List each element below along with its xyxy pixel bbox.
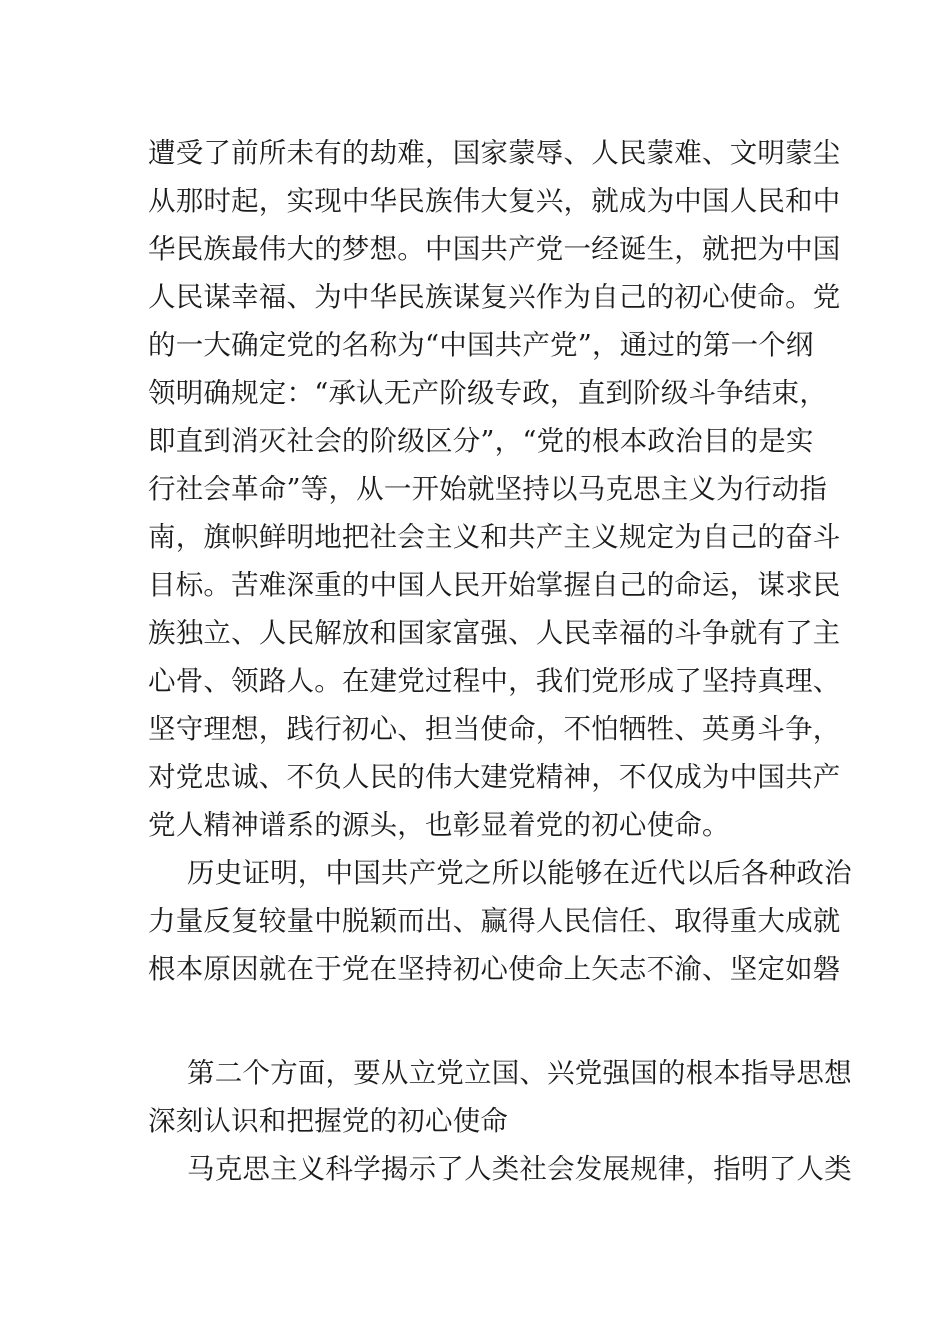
text-line: 南，旗帜鲜明地把社会主义和共产主义规定为自己的奋斗 xyxy=(148,521,841,553)
paragraph-first-line: 历史证明，中国共产党之所以能够在近代以后各种政治 xyxy=(187,857,852,889)
text-line: 即直到消灭社会的阶级区分”，“党的根本政治目的是实 xyxy=(148,425,814,457)
text-line: 华民族最伟大的梦想。中国共产党一经诞生，就把为中国 xyxy=(148,233,841,265)
text-line: 的一大确定党的名称为“中国共产党”，通过的第一个纲 xyxy=(148,329,814,361)
text-line: 族独立、人民解放和国家富强、人民幸福的斗争就有了主 xyxy=(148,617,841,649)
text-line: 坚守理想，践行初心、担当使命，不怕牺牲、英勇斗争， xyxy=(148,713,841,745)
section-heading-line: 深刻认识和把握党的初心使命 xyxy=(148,1105,509,1137)
text-line: 人民谋幸福、为中华民族谋复兴作为自己的初心使命。党 xyxy=(148,281,841,313)
text-line: 对党忠诚、不负人民的伟大建党精神，不仅成为中国共产 xyxy=(148,761,841,793)
text-line: 目标。苦难深重的中国人民开始掌握自己的命运，谋求民 xyxy=(148,569,841,601)
text-line: 遭受了前所未有的劫难，国家蒙辱、人民蒙难、文明蒙尘 xyxy=(148,137,841,169)
text-line: 领明确规定：“承认无产阶级专政，直到阶级斗争结束， xyxy=(148,377,828,409)
paragraph-first-line: 马克思主义科学揭示了人类社会发展规律，指明了人类 xyxy=(187,1153,852,1185)
text-line: 根本原因就在于党在坚持初心使命上矢志不渝、坚定如磐 xyxy=(148,953,841,985)
text-line: 党人精神谱系的源头，也彰显着党的初心使命。 xyxy=(148,809,730,841)
text-line: 从那时起，实现中华民族伟大复兴，就成为中国人民和中 xyxy=(148,185,841,217)
section-heading-line: 第二个方面，要从立党立国、兴党强国的根本指导思想 xyxy=(187,1057,852,1089)
text-line: 力量反复较量中脱颖而出、赢得人民信任、取得重大成就 xyxy=(148,905,841,937)
text-line: 行社会革命”等，从一开始就坚持以马克思主义为行动指 xyxy=(148,473,828,505)
text-line: 心骨、领路人。在建党过程中，我们党形成了坚持真理、 xyxy=(148,665,841,697)
